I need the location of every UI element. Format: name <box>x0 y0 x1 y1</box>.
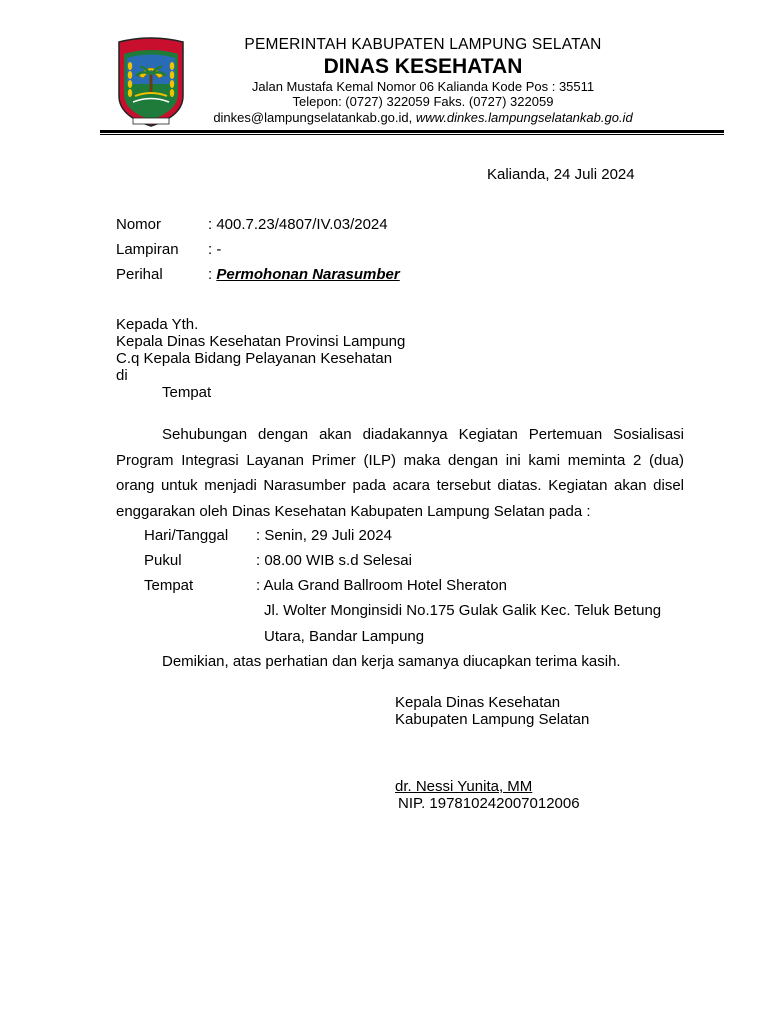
crest-graphic <box>113 34 189 128</box>
tempat-label: Tempat <box>144 577 194 594</box>
letter-date: Kalianda, 24 Juli 2024 <box>487 166 635 183</box>
tempat-address-2: Utara, Bandar Lampung <box>264 628 425 645</box>
recipient-di: di <box>116 367 128 384</box>
government-name: PEMERINTAH KABUPATEN LAMPUNG SELATAN <box>244 36 602 53</box>
tempat-address-1: Jl. Wolter Monginsidi No.175 Gulak Galik Kec. Teluk Betung <box>264 602 662 619</box>
agency-website: www.dinkes.lampungselatankab.go.id <box>415 110 633 125</box>
pukul-value: : 08.00 WIB s.d Selesai <box>256 552 412 569</box>
nomor-value: : 400.7.23/4807/IV.03/2024 <box>208 216 388 233</box>
letterhead-rule-thin <box>100 134 724 135</box>
agency-name: DINAS KESEHATAN <box>323 55 523 78</box>
hari-label: Hari/Tanggal <box>144 527 229 544</box>
agency-address: Jalan Mustafa Kemal Nomor 06 Kalianda Kode Pos : 35511 <box>251 79 595 94</box>
recipient-place: Tempat <box>162 384 212 401</box>
agency-contacts <box>190 110 656 125</box>
perihal-label: Perihal <box>116 266 163 283</box>
signatory-nip: NIP. 197810242007012006 <box>398 795 580 812</box>
signatory-title-1: Kepala Dinas Kesehatan <box>395 694 561 711</box>
agency-phone: Telepon: (0727) 322059 Faks. (0727) 322059 <box>292 94 554 109</box>
body-paragraph-text: Sehubungan dengan akan diadakannya Kegiatan Pertemuan Sosialisasi Program Integrasi Layanan Primer (ILP) maka dengan ini kami meminta 2 (dua) orang untuk menjadi Narasumber pada acara tersebut diatas. Kegiatan akan disel enggarakan oleh Dinas Kesehatan Kabupaten Lampung Selatan pada : <box>116 426 684 520</box>
recipient-attention: C.q Kepala Bidang Pelayanan Kesehatan <box>116 350 393 367</box>
recipient-salutation: Kepada Yth. <box>116 316 199 333</box>
perihal-field <box>208 266 400 283</box>
closing-sentence: Demikian, atas perhatian dan kerja samanya diucapkan terima kasih. <box>162 653 621 670</box>
tempat-value: : Aula Grand Ballroom Hotel Sheraton <box>256 577 507 594</box>
letterhead-rule-thick <box>100 130 724 133</box>
signatory-name: dr. Nessi Yunita, MM <box>395 778 533 795</box>
nomor-label: Nomor <box>116 216 162 233</box>
recipient-name: Kepala Dinas Kesehatan Provinsi Lampung <box>116 333 406 350</box>
lampiran-label: Lampiran <box>116 241 179 258</box>
body-paragraph <box>116 422 684 524</box>
lampiran-value: : - <box>208 241 222 258</box>
pukul-label: Pukul <box>144 552 182 569</box>
hari-value: : Senin, 29 Juli 2024 <box>256 527 392 544</box>
signatory-title-2: Kabupaten Lampung Selatan <box>395 711 590 728</box>
lampung-selatan-crest-icon <box>113 34 189 128</box>
perihal-value: Permohonan Narasumber <box>216 266 400 283</box>
agency-email: dinkes@lampungselatankab.go.id, <box>213 110 413 125</box>
perihal-colon: : <box>208 266 213 283</box>
